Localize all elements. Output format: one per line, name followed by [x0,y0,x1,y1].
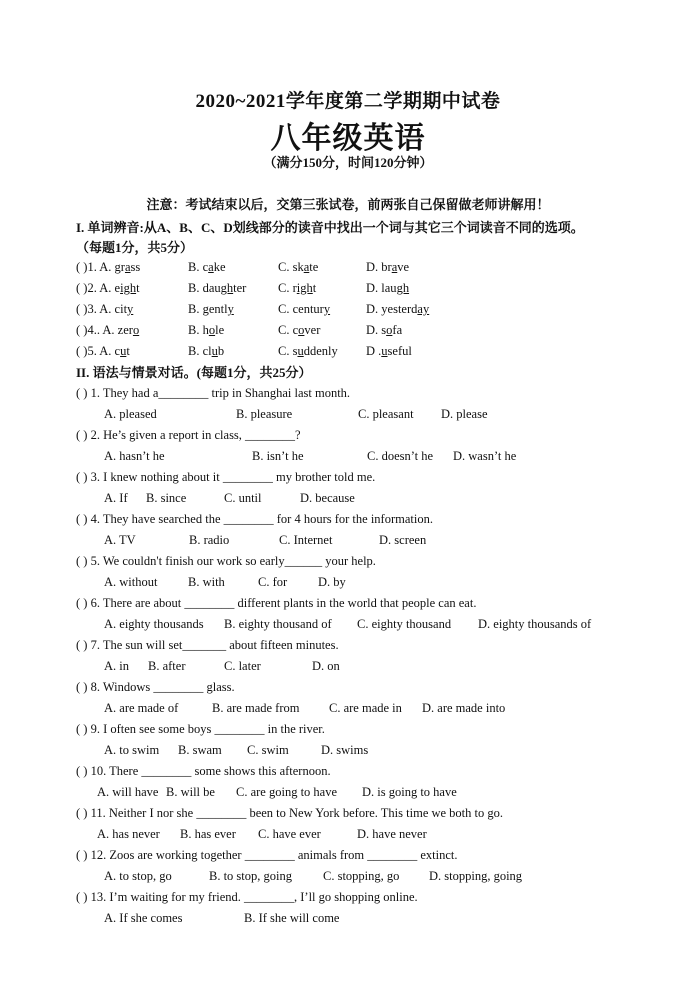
word-underlined-part: y [323,302,331,316]
word-underlined-part: u [297,344,304,358]
word-part: cit [114,302,128,316]
option-label: ( )4.. A. [76,323,118,337]
answer-option: B. If she will come [244,911,340,925]
word-underlined-part: o [386,323,393,337]
option-label: B. [188,323,203,337]
answer-option: A. eighty thousands [104,617,204,631]
answer-option: D. swims [321,743,369,757]
answer-option: A. to stop, go [104,869,172,883]
phonics-word [293,281,317,295]
word-underlined-part: y [227,302,234,316]
word-underlined-part: y [127,302,134,316]
phonics-option [76,343,130,359]
answer-option: D. please [441,407,488,421]
word-part: gentl [202,302,228,316]
answer-option: A. in [104,659,129,673]
word-part: cl [202,344,212,358]
answer-option: B. after [148,659,186,673]
option-label: B. [188,344,203,358]
option-label: ( )2. A. [76,281,115,295]
answer-option: B. with [188,575,225,589]
phonics-word [203,260,226,274]
word-part: fa [392,323,403,337]
word-part: ss [130,260,141,274]
option-label: B. [188,302,203,316]
option-label: C. [278,281,293,295]
word-part: t [136,281,140,295]
question-stem: ( ) 8. Windows ________ glass. [76,680,235,694]
word-part: dau [202,281,221,295]
phonics-option [188,301,234,317]
answer-option: A. without [104,575,158,589]
answer-option: B. will be [166,785,215,799]
phonics-option [366,280,409,296]
phonics-word [115,281,140,295]
answer-option: D. stopping, going [429,869,523,883]
answer-option: B. to stop, going [209,869,292,883]
exam-title: 2020~2021学年度第二学期期中试卷 [195,91,501,112]
phonics-word [381,281,409,295]
answer-option: C. eighty thousand [357,617,452,631]
option-label: C. [278,302,293,316]
answer-option: A. TV [104,533,136,547]
phonics-option [188,343,224,359]
answer-option: A. are made of [104,701,179,715]
phonics-option [76,322,139,338]
answer-option: D. have never [357,827,427,841]
answer-option: B. isn’t he [252,449,304,463]
word-underlined-part: u [120,344,127,358]
answer-option: C. until [224,491,262,505]
question-stem: ( ) 2. He’s given a report in class, ________? [76,428,301,442]
word-underlined-part: o [132,323,140,337]
phonics-word [381,302,429,316]
option-label: C. [278,260,293,274]
answer-option: A. has never [97,827,160,841]
word-underlined-part: a [208,260,214,274]
word-underlined-part: u [211,344,218,358]
section1-score: （每题1分，共5分） [76,240,194,255]
answer-option: B. radio [189,533,230,547]
phonics-option [278,301,330,317]
question-stem: ( ) 13. I’m waiting for my friend. ________, I’ll go shopping online. [76,890,418,904]
phonics-word [115,344,130,358]
phonics-option [278,259,318,275]
option-label: ( )3. A. [76,302,115,316]
phonics-option [188,322,224,338]
answer-option: C. Internet [279,533,333,547]
option-label: ( )5. A. [76,344,115,358]
word-underlined-part: ay [417,302,430,316]
phonics-option [366,259,409,275]
word-part: h [202,323,209,337]
option-label: B. [188,281,203,295]
phonics-word [293,302,330,316]
word-underlined-part: o [208,323,216,337]
word-part: br [381,260,392,274]
exam-info: （满分150分，时间120分钟） [263,155,433,170]
question-stem: ( ) 1. They had a________ trip in Shanghai last month. [76,386,351,400]
option-label: D. [366,281,382,295]
word-part: yesterd [381,302,418,316]
answer-option: B. has ever [180,827,236,841]
phonics-option [76,301,133,317]
phonics-word [118,323,140,337]
word-part: r [292,281,297,295]
answer-option: A. If she comes [104,911,183,925]
phonics-option [366,322,402,338]
word-underlined-part: igh [296,281,313,295]
word-part: gr [114,260,125,274]
word-part: ddenly [303,344,338,358]
answer-option: A. pleased [104,407,157,421]
answer-option: C. later [224,659,261,673]
word-part: le [215,323,225,337]
option-label: D. [366,323,382,337]
phonics-word [203,323,225,337]
word-part: c [202,260,209,274]
phonics-option [188,280,246,296]
question-stem: ( ) 12. Zoos are working together ________ animals from ________ extinct. [76,848,458,862]
phonics-option [76,280,140,296]
answer-option: B. since [146,491,187,505]
phonics-word [293,344,338,358]
option-label: B. [188,260,203,274]
phonics-word [203,281,247,295]
phonics-option [278,343,338,359]
word-part: centur [292,302,324,316]
word-underlined-part: gh [396,281,410,295]
answer-option: B. eighty thousand of [224,617,332,631]
answer-option: C. are made in [329,701,402,715]
word-part: ke [213,260,226,274]
answer-option: D. is going to have [362,785,457,799]
phonics-option [278,280,316,296]
answer-option: A. to swim [104,743,160,757]
answer-option: C. swim [247,743,289,757]
word-underlined-part: a [391,260,398,274]
word-underlined-part: u [381,344,388,358]
answer-option: A. hasn’t he [104,449,165,463]
word-part: ve [397,260,410,274]
word-part: ter [233,281,247,295]
word-part: ver [304,323,321,337]
word-underlined-part: o [298,323,305,337]
section1-heading: I. 单词辨音:从A、B、C、D划线部分的读音中找出一个词与其它三个词读音不同的选项。 [76,220,584,235]
option-label: C. [278,323,293,337]
phonics-word [115,260,141,274]
word-part: t [312,281,317,295]
word-part: e [114,281,121,295]
phonics-word [203,344,225,358]
word-part: seful [387,344,412,358]
answer-option: C. have ever [258,827,321,841]
phonics-word [293,323,321,337]
option-label: ( )1. A. [76,260,115,274]
phonics-word [115,302,134,316]
answer-option: C. stopping, go [323,869,400,883]
option-label: D. [366,260,382,274]
subject-title: 八年级英语 [270,122,426,155]
word-part: s [381,323,387,337]
answer-option: D. are made into [422,701,506,715]
phonics-option [366,301,429,317]
answer-option: B. swam [178,743,222,757]
word-part: lau [381,281,397,295]
answer-option: D. wasn’t he [453,449,517,463]
question-stem: ( ) 5. We couldn't finish our work so early______ your help. [76,554,376,568]
option-label: C. [278,344,293,358]
answer-option: C. for [258,575,288,589]
answer-option: D. eighty thousands of [478,617,592,631]
word-part: s [292,344,298,358]
answer-option: B. pleasure [236,407,293,421]
phonics-word [381,323,402,337]
answer-option: D. screen [379,533,427,547]
question-stem: ( ) 10. There ________ some shows this afternoon. [76,764,331,778]
answer-option: A. If [104,491,128,505]
answer-option: B. are made from [212,701,300,715]
word-part: sk [292,260,304,274]
question-stem: ( ) 11. Neither I nor she ________ been to New York before. This time we both to go. [76,806,504,820]
word-part: c [114,344,121,358]
word-part: c [292,323,299,337]
answer-option: D. by [318,575,346,589]
word-part: zer [117,323,133,337]
phonics-option [188,259,226,275]
question-stem: ( ) 9. I often see some boys ________ in the river. [76,722,325,736]
phonics-option [366,343,412,359]
question-stem: ( ) 7. The sun will set_______ about fifteen minutes. [76,638,339,652]
answer-option: C. doesn’t he [367,449,434,463]
option-label: D. [366,302,382,316]
question-stem: ( ) 4. They have searched the ________ for 4 hours for the information. [76,512,433,526]
phonics-option [278,322,320,338]
word-underlined-part: igh [120,281,137,295]
phonics-word [293,260,319,274]
word-part: b [217,344,225,358]
word-part: t [126,344,130,358]
phonics-word [381,260,409,274]
word-underlined-part: a [303,260,310,274]
question-stem: ( ) 3. I knew nothing about it ________ my brother told me. [76,470,376,484]
answer-option: D. on [312,659,340,673]
word-part: te [309,260,319,274]
answer-option: C. are going to have [236,785,338,799]
section2-heading: II. 语法与情景对话。(每题1分，共25分） [76,365,312,380]
exam-notice: 注意：考试结束以后，交第三张试卷，前两张自己保留做老师讲解用！ [146,197,550,212]
phonics-word [381,344,412,358]
question-stem: ( ) 6. There are about ________ different plants in the world that people can eat. [76,596,477,610]
word-underlined-part: a [124,260,131,274]
phonics-word [203,302,234,316]
answer-option: C. pleasant [358,407,414,421]
answer-option: D. because [300,491,355,505]
answer-option: A. will have [97,785,159,799]
phonics-option [76,259,140,275]
word-underlined-part: gh [220,281,234,295]
option-label: D . [366,344,382,358]
